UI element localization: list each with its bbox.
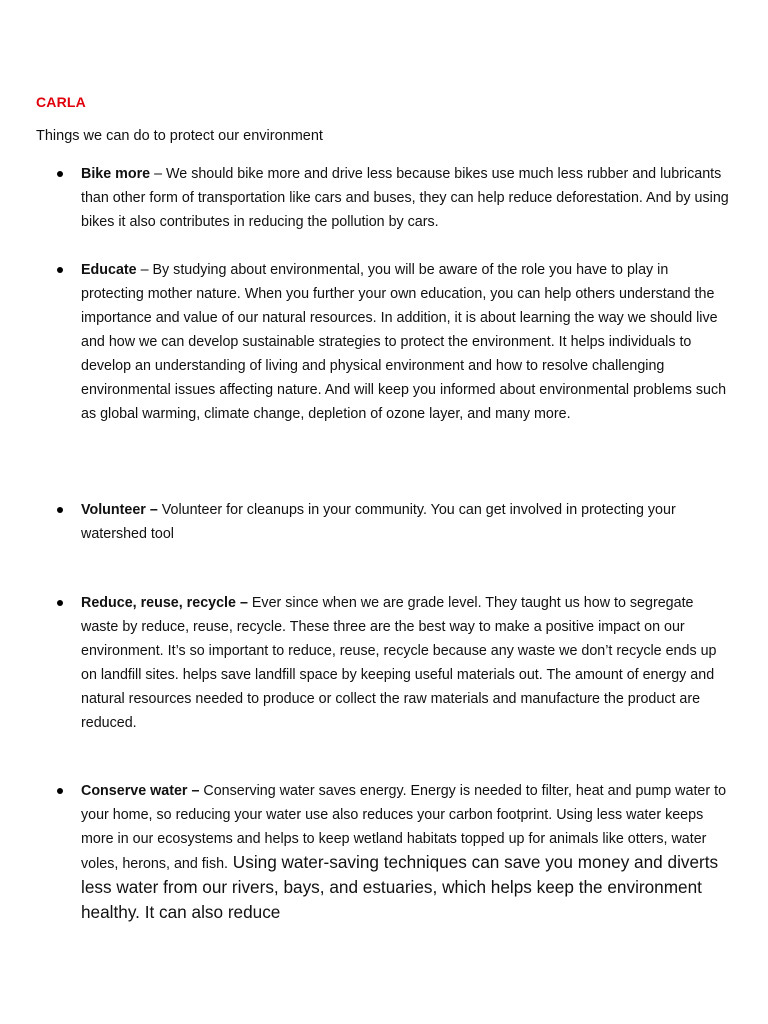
bullet-icon <box>57 788 63 794</box>
list-item-volunteer <box>81 498 731 546</box>
item-term: Volunteer – <box>81 502 158 518</box>
item-term: Reduce, reuse, recycle – <box>81 595 248 611</box>
item-text: Volunteer for cleanups in your community. You can get involved in protecting your watershed tool <box>81 502 676 542</box>
item-text: – We should bike more and drive less because bikes use much less rubber and lubricants than other form of transportation like cars and buses, they can help reduce deforestation. And by using bikes it also contributes in reducing the pollution by cars. <box>81 166 729 230</box>
item-text: – By studying about environmental, you will be aware of the role you have to play in protecting mother nature. When you further your own education, you can help others understand the importance and value of our natural resources. In addition, it is about learning the way we should live and how we can develop sustainable strategies to protect the environment. It helps individuals to develop an understanding of living and physical environment and how to resolve challenging environmental issues affecting nature. And will keep you informed about environmental problems such as global warming, climate change, depletion of ozone layer, and many more. <box>81 262 727 422</box>
intro-heading: Things we can do to protect our environment <box>36 128 323 144</box>
bullet-icon <box>57 171 63 177</box>
author-name: CARLA <box>36 94 86 110</box>
bullet-icon <box>57 267 63 273</box>
list-item-bike-more <box>81 162 731 234</box>
list-item-conserve-water <box>81 779 731 926</box>
item-text-continued: Using water-saving techniques can save you money and diverts less water from our rivers, bays, and estuaries, which helps keep the environment healthy. It can also reduce <box>81 852 719 922</box>
bullet-icon <box>57 507 63 513</box>
list-item-reduce-reuse-recycle <box>81 591 731 735</box>
bullet-icon <box>57 600 63 606</box>
item-text: Ever since when we are grade level. They taught us how to segregate waste by reduce, reuse, recycle. These three are the best way to make a positive impact on our environment. It’s so important to reduce, reuse, recycle because any waste we don’t recycle ends up on landfill sites. helps save landfill space by keeping useful materials out. The amount of energy and natural resources needed to produce or collect the raw materials and manufacture the product are reduced. <box>81 595 717 731</box>
item-text: Conserving water saves energy. Energy is needed to filter, heat and pump water to your home, so reducing your water use also reduces your carbon footprint. Using less water keeps more in our ecosystems and helps to keep wetland habitats topped up for animals like otters, water voles, herons, and fish. <box>81 783 727 872</box>
item-term: Conserve water – <box>81 783 200 799</box>
item-term: Educate <box>81 262 137 278</box>
list-item-educate <box>81 258 731 426</box>
item-term: Bike more <box>81 166 151 182</box>
